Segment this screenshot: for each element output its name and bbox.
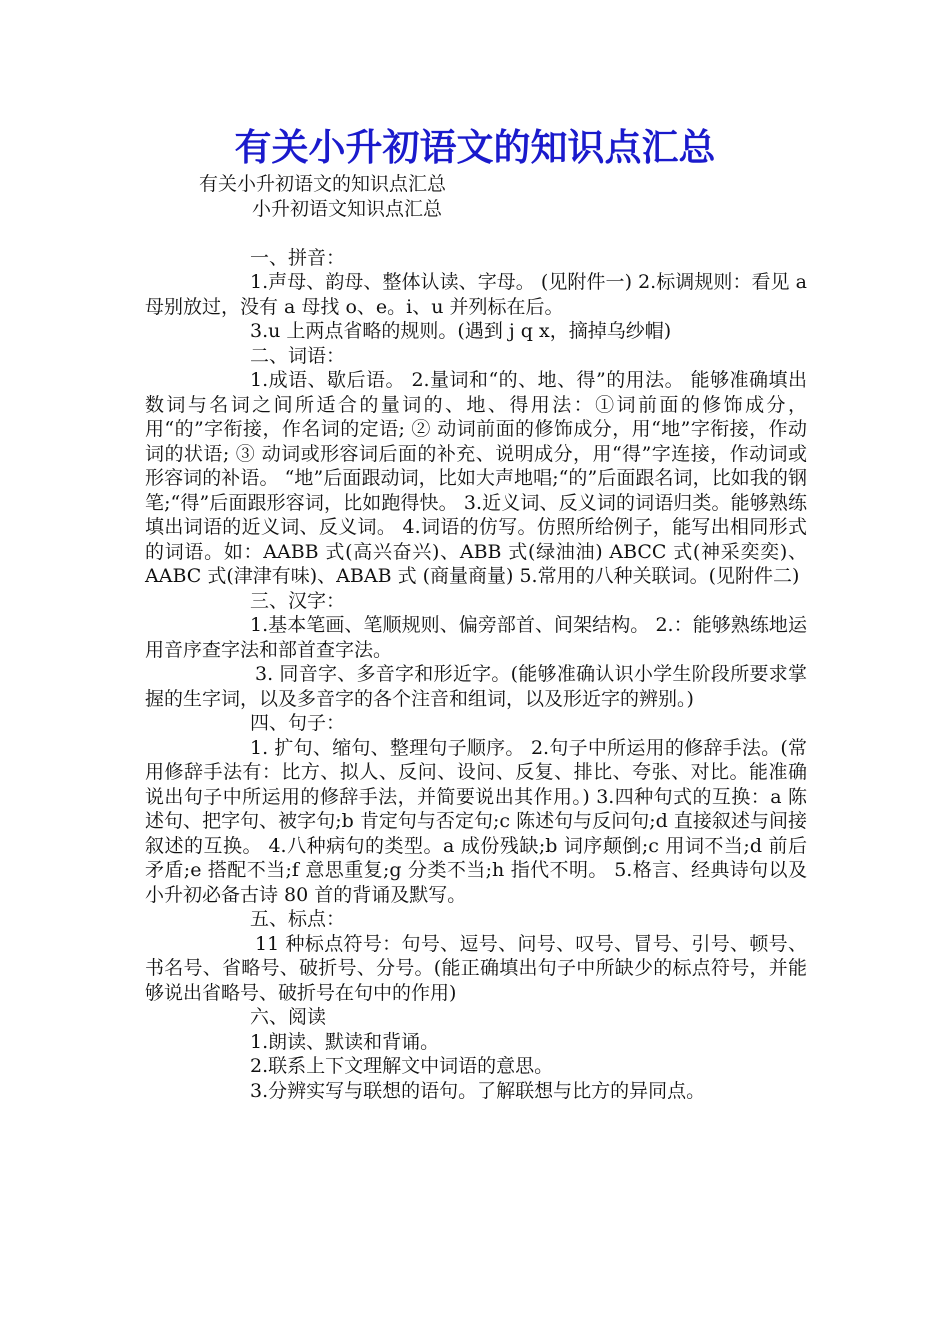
paragraph: 3.u 上两点省略的规则。(遇到 j q x，摘掉乌纱帽): [250, 320, 672, 342]
section-heading-words: 二、词语：: [250, 344, 346, 367]
section-heading-sentences: 四、句子：: [250, 712, 346, 734]
blank-line: [145, 221, 807, 246]
subtitle-line-2: 小升初语文知识点汇总: [252, 197, 443, 220]
paragraph: 11 种标点符号：句号、逗号、问号、叹号、冒号、引号、顿号、书名号、省略号、破折号、分号。(能正确填出句子中所缺少的标点符号，并能够说出省略号、破折号在句中的作用): [145, 932, 807, 1004]
paragraph: 3.分辨实写与联想的语句。了解联想与比方的异同点。: [250, 1079, 706, 1102]
section-heading-punctuation: 五、标点：: [250, 908, 346, 930]
paragraph: 1. 扩句、缩句、整理句子顺序。 2.句子中所运用的修辞手法。(常用修辞手法有：比方、拟人、反问、设问、反复、排比、夸张、对比。能准确说出句子中所运用的修辞手法，并简要说出其作用。) 3.四种句式的互换：a 陈述句、把字句、被字句;b 肯定句与否定句;c 陈述句与反问句;d 直接叙述与间接叙述的互换。 4.八种病句的类型。a 成份残缺;b 词序颠倒;c 用词不当;d 前后矛盾;e 搭配不当;f 意思重复;g 分类不当;h 指代不明。 5.格言、经典诗句以及小升初必备古诗 80 首的背诵及默写。: [145, 736, 807, 906]
paragraph: 1.声母、韵母、整体认读、字母。 (见附件一) 2.标调规则：看见 a 母别放过，没有 a 母找 o、e。i、u 并列标在后。: [145, 271, 807, 318]
paragraph: 1.基本笔画、笔顺规则、偏旁部首、间架结构。 2.：能够熟练地运用音序查字法和部首查字法。: [145, 614, 807, 661]
document-title: 有关小升初语文的知识点汇总: [234, 126, 716, 169]
section-heading-reading: 六、阅读: [250, 1006, 327, 1028]
paragraph: 3. 同音字、多音字和形近字。(能够准确认识小学生阶段所要求掌握的生字词，以及多音字的各个注音和组词，以及形近字的辨别。): [145, 663, 807, 710]
paragraph: 1.成语、歇后语。 2.量词和“的、地、得”的用法。 能够准确填出数词与名词之间所适合的量词的、地、得用法：①词前面的修饰成分，用“的”字衔接，作名词的定语; ② 动词前面的修饰成分，用“地”字衔接，作动词的状语; ③ 动词或形容词后面的补充、说明成分，用“得”字连接，作动词或形容词的补语。 “地”后面跟动词，比如大声地唱;“的”后面跟名词，比如我的钢笔;“得”后面跟形容词，比如跑得快。 3.近义词、反义词的词语归类。能够熟练填出词语的近义词、反义词。 4.词语的仿写。仿照所给例子，能写出相同形式的词语。如：AABB 式(高兴奋兴)、ABB 式(绿油油) ABCC 式(神采奕奕)、AABC 式(津津有味)、ABAB 式 (商量商量) 5.常用的八种关联词。(见附件二): [145, 369, 807, 587]
section-heading-pinyin: 一、拼音：: [250, 246, 346, 269]
section-heading-characters: 三、汉字：: [250, 589, 346, 612]
document-body: [145, 172, 807, 1103]
paragraph: 1.朗读、默读和背诵。: [250, 1030, 440, 1053]
subtitle-line-1: 有关小升初语文的知识点汇总: [199, 173, 447, 195]
paragraph: 2.联系上下文理解文中词语的意思。: [250, 1055, 554, 1077]
